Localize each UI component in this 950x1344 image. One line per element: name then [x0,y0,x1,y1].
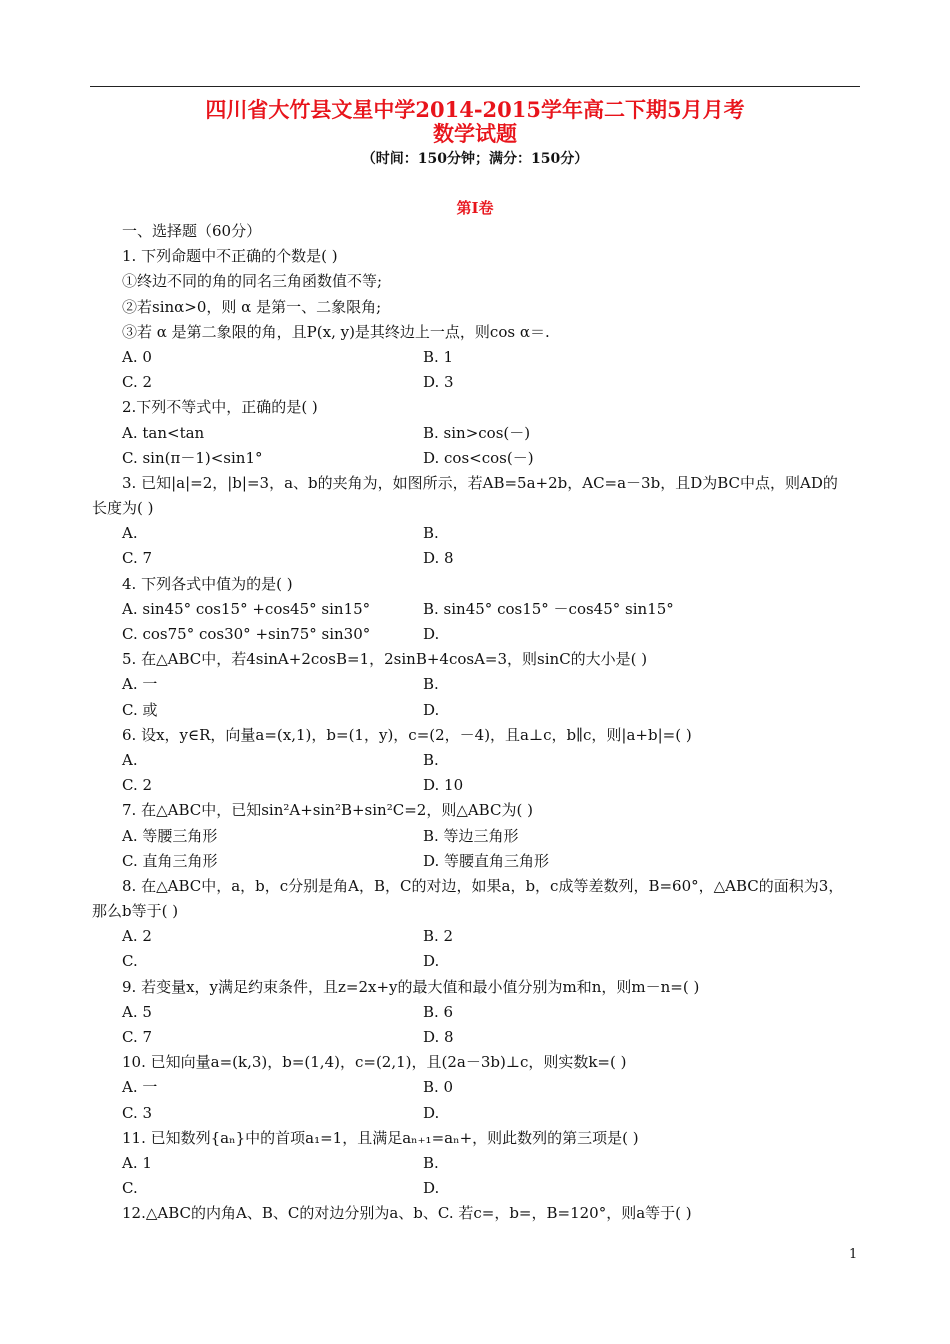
answer-option: C. 7 [122,549,153,568]
option-row [92,824,862,849]
question-stem: 8. 在△ABC中，a，b，c分别是角A，B，C的对边，如果a，b，c成等差数列，B=60°，△ABC的面积为3， [122,876,844,895]
option-row [92,622,862,647]
answer-option: B. [423,675,439,694]
answer-option: B. 等边三角形 [423,826,519,845]
answer-option: B. 2 [423,927,454,946]
answer-option: A. 2 [122,927,152,946]
exam-title: 四川省大竹县文星中学2014-2015学年高二下期5月月考 [205,97,745,122]
answer-option: B. [423,1153,439,1172]
exam-time-score: （时间：150分钟；满分：150分） [361,151,589,167]
question-statement: ②若sinα>0，则 α 是第一、二象限角; [122,297,382,316]
answer-option: C. 或 [122,700,158,719]
option-row [92,672,862,697]
question-stem: 10. 已知向量a=(k,3)，b=(1,4)，c=(2,1)，且(2a－3b)⊥c，则实数k=( ) [122,1053,627,1072]
answer-option: B. sin>cos(－) [423,423,531,442]
option-row [92,1151,862,1176]
answer-option: D. 10 [423,776,464,795]
answer-option: D. 3 [423,373,454,392]
answer-option: C. 7 [122,1028,153,1046]
question-stem: 11. 已知数列{aₙ}中的首项a₁=1，且满足aₙ₊₁=aₙ+，则此数列的第三项是( ) [122,1128,639,1147]
option-row [92,1176,862,1201]
option-row [92,521,862,546]
question-stem: 5. 在△ABC中，若4sinA+2cosB=1，2sinB+4cosA=3，则sinC的大小是( ) [122,650,648,669]
question-stem: 7. 在△ABC中，已知sin²A+sin²B+sin²C=2，则△ABC为( ) [122,801,533,820]
option-row [92,1101,862,1126]
option-row [92,1000,862,1025]
answer-option: A. 一 [122,1078,158,1097]
answer-option: B. [423,750,439,769]
question-stem: 4. 下列各式中值为的是( ) [122,574,293,593]
option-row [92,1075,862,1100]
question-item [92,572,862,648]
option-row [92,849,862,874]
option-row [92,345,862,370]
question-item [92,244,862,395]
answer-option: D. cos<cos(－) [423,448,534,467]
option-row [92,698,862,723]
answer-option: A. sin45° cos15° +cos45° sin15° [122,599,371,618]
header-rule [90,86,860,87]
answer-option: D. [423,625,440,643]
answer-option: D. [423,1103,440,1122]
answer-option: C. sin(π－1)<sin1° [122,448,263,467]
answer-option: A. 1 [122,1153,152,1172]
question-item [92,1201,862,1226]
option-row [92,446,862,471]
option-row [92,748,862,773]
answer-option: D. [423,700,440,719]
question-item [92,798,862,874]
question-item [92,1050,862,1126]
answer-option: C. 直角三角形 [122,851,218,870]
answer-option: C. cos75° cos30° +sin75° sin30° [122,625,371,643]
option-row [92,949,862,974]
volume-label: 第Ⅰ卷 [456,199,494,217]
question-stem: 9. 若变量x，y满足约束条件，且z=2x+y的最大值和最小值分别为m和n，则m－n=( ) [122,977,700,996]
question-item [92,874,862,975]
question-stem: 6. 设x，y∈R，向量a=(x,1)，b=(1，y)，c=(2，－4)，且a⊥c，b∥c，则|a+b|=( ) [122,725,692,744]
answer-option: B. 1 [423,347,454,366]
question-item [92,471,862,572]
answer-option: B. 6 [423,1002,454,1021]
option-row [92,597,862,622]
question-stem: 12.△ABC的内角A、B、C的对边分别为a、b、C. 若c=，b=，B=120°，则a等于( ) [122,1204,692,1223]
answer-option: D. 8 [423,549,454,568]
answer-option: B. sin45° cos15° －cos45° sin15° [423,599,674,618]
question-item [92,975,862,1051]
answer-option: A. 0 [122,347,152,366]
option-row [92,546,862,571]
answer-option: A. [122,750,138,769]
exam-subject-title: 数学试题 [433,121,517,146]
answer-option: A. [122,524,138,543]
question-stem: 2.下列不等式中，正确的是( ) [122,398,318,417]
question-statement: ①终边不同的角的同名三角函数值不等; [122,272,383,291]
question-stem-continued: 长度为( ) [92,499,154,518]
answer-option: D. [423,952,440,971]
option-row [92,924,862,949]
section-heading: 一、选择题（60分） [122,222,262,240]
answer-option: D. 8 [423,1028,454,1046]
question-stem: 1. 下列命题中不正确的个数是( ) [122,247,338,266]
answer-option: C. 2 [122,776,153,795]
option-row [92,370,862,395]
answer-option: A. 一 [122,675,158,694]
option-row [92,773,862,798]
answer-option: A. 5 [122,1002,152,1021]
answer-option: B. 0 [423,1078,454,1097]
answer-option: A. 等腰三角形 [122,826,218,845]
option-row [92,421,862,446]
answer-option: C. [122,1179,138,1198]
option-row [92,1025,862,1050]
answer-option: D. [423,1179,440,1198]
question-item [92,395,862,471]
answer-option: C. 2 [122,373,153,392]
question-item [92,723,862,799]
question-list [92,219,862,1227]
question-stem: 3. 已知|a|=2，|b|=3，a、b的夹角为，如图所示，若AB=5a+2b，AC=a－3b，且D为BC中点，则AD的 [122,473,838,492]
answer-option: C. [122,952,138,971]
page-number: 1 [849,1247,858,1262]
answer-option: C. 3 [122,1103,153,1122]
question-stem-continued: 那么b等于( ) [92,902,179,921]
question-item [92,1126,862,1202]
answer-option: B. [423,524,439,543]
question-item [92,647,862,723]
answer-option: A. tan<tan [122,423,205,442]
answer-option: D. 等腰直角三角形 [423,851,550,870]
question-statement: ③若 α 是第二象限的角，且P(x, y)是其终边上一点，则cos α＝. [122,322,550,341]
